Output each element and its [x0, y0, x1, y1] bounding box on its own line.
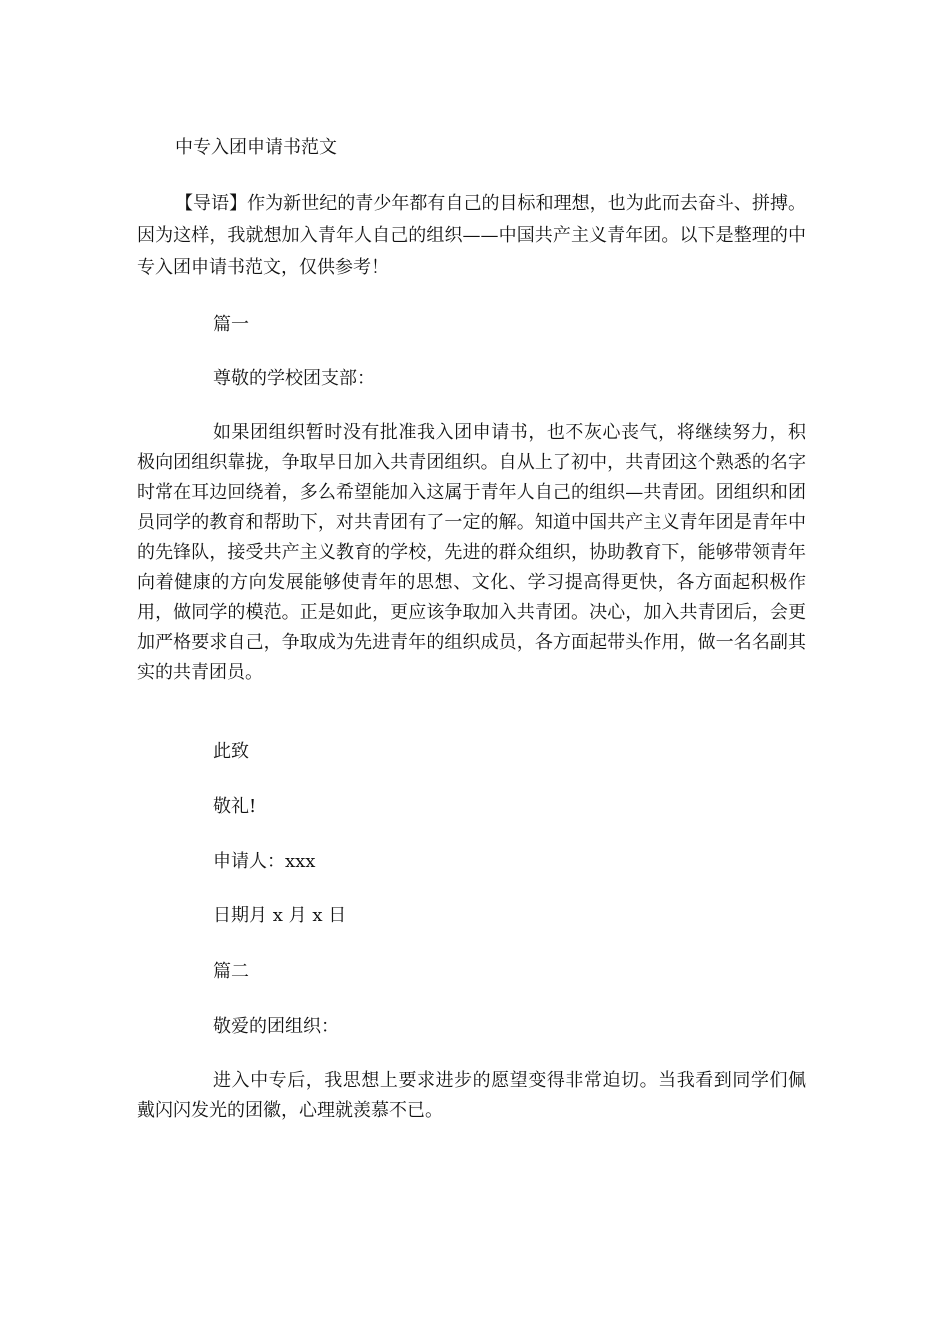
- section2-body: 进入中专后，我思想上要求进步的愿望变得非常迫切。当我看到同学们佩戴闪闪发光的团徽，心理就羡慕不已。: [137, 1070, 806, 1121]
- date-line: 日期月 x 月 x 日: [213, 905, 347, 926]
- applicant-line: 申请人：xxx: [213, 851, 316, 872]
- intro-paragraph: 【导语】作为新世纪的青少年都有自己的目标和理想，也为此而去奋斗、拼搏。因为这样，我就想加入青年人自己的组织——中国共产主义青年团。以下是整理的中专入团申请书范文，仅供参考！: [137, 193, 806, 278]
- section1-body: 如果团组织暂时没有批准我入团申请书，也不灰心丧气，将继续努力，积极向团组织靠拢，争取早日加入共青团组织。自从上了初中，共青团这个熟悉的名字时常在耳边回绕着，多么希望能加入这属于青年人自己的组织—共青团。团组织和团员同学的教育和帮助下，对共青团有了一定的解。知道中国共产主义青年团是青年中的先锋队，接受共产主义教育的学校，先进的群众组织，协助教育下，能够带领青年向着健康的方向发展能够使青年的思想、文化、学习提高得更快，各方面起积极作用，做同学的模范。正是如此，更应该争取加入共青团。决心，加入共青团后，会更加严格要求自己，争取成为先进青年的组织成员，各方面起带头作用，做一名名副其实的共青团员。: [137, 422, 806, 683]
- section2-heading: 篇二: [213, 961, 249, 982]
- closing-line-1: 此致: [213, 741, 249, 762]
- section1-heading: 篇一: [213, 314, 249, 335]
- document-title: 中专入团申请书范文: [175, 137, 337, 158]
- section2-salutation: 敬爱的团组织：: [213, 1016, 339, 1037]
- section1-salutation: 尊敬的学校团支部：: [213, 368, 375, 389]
- closing-line-2: 敬礼!: [213, 796, 257, 817]
